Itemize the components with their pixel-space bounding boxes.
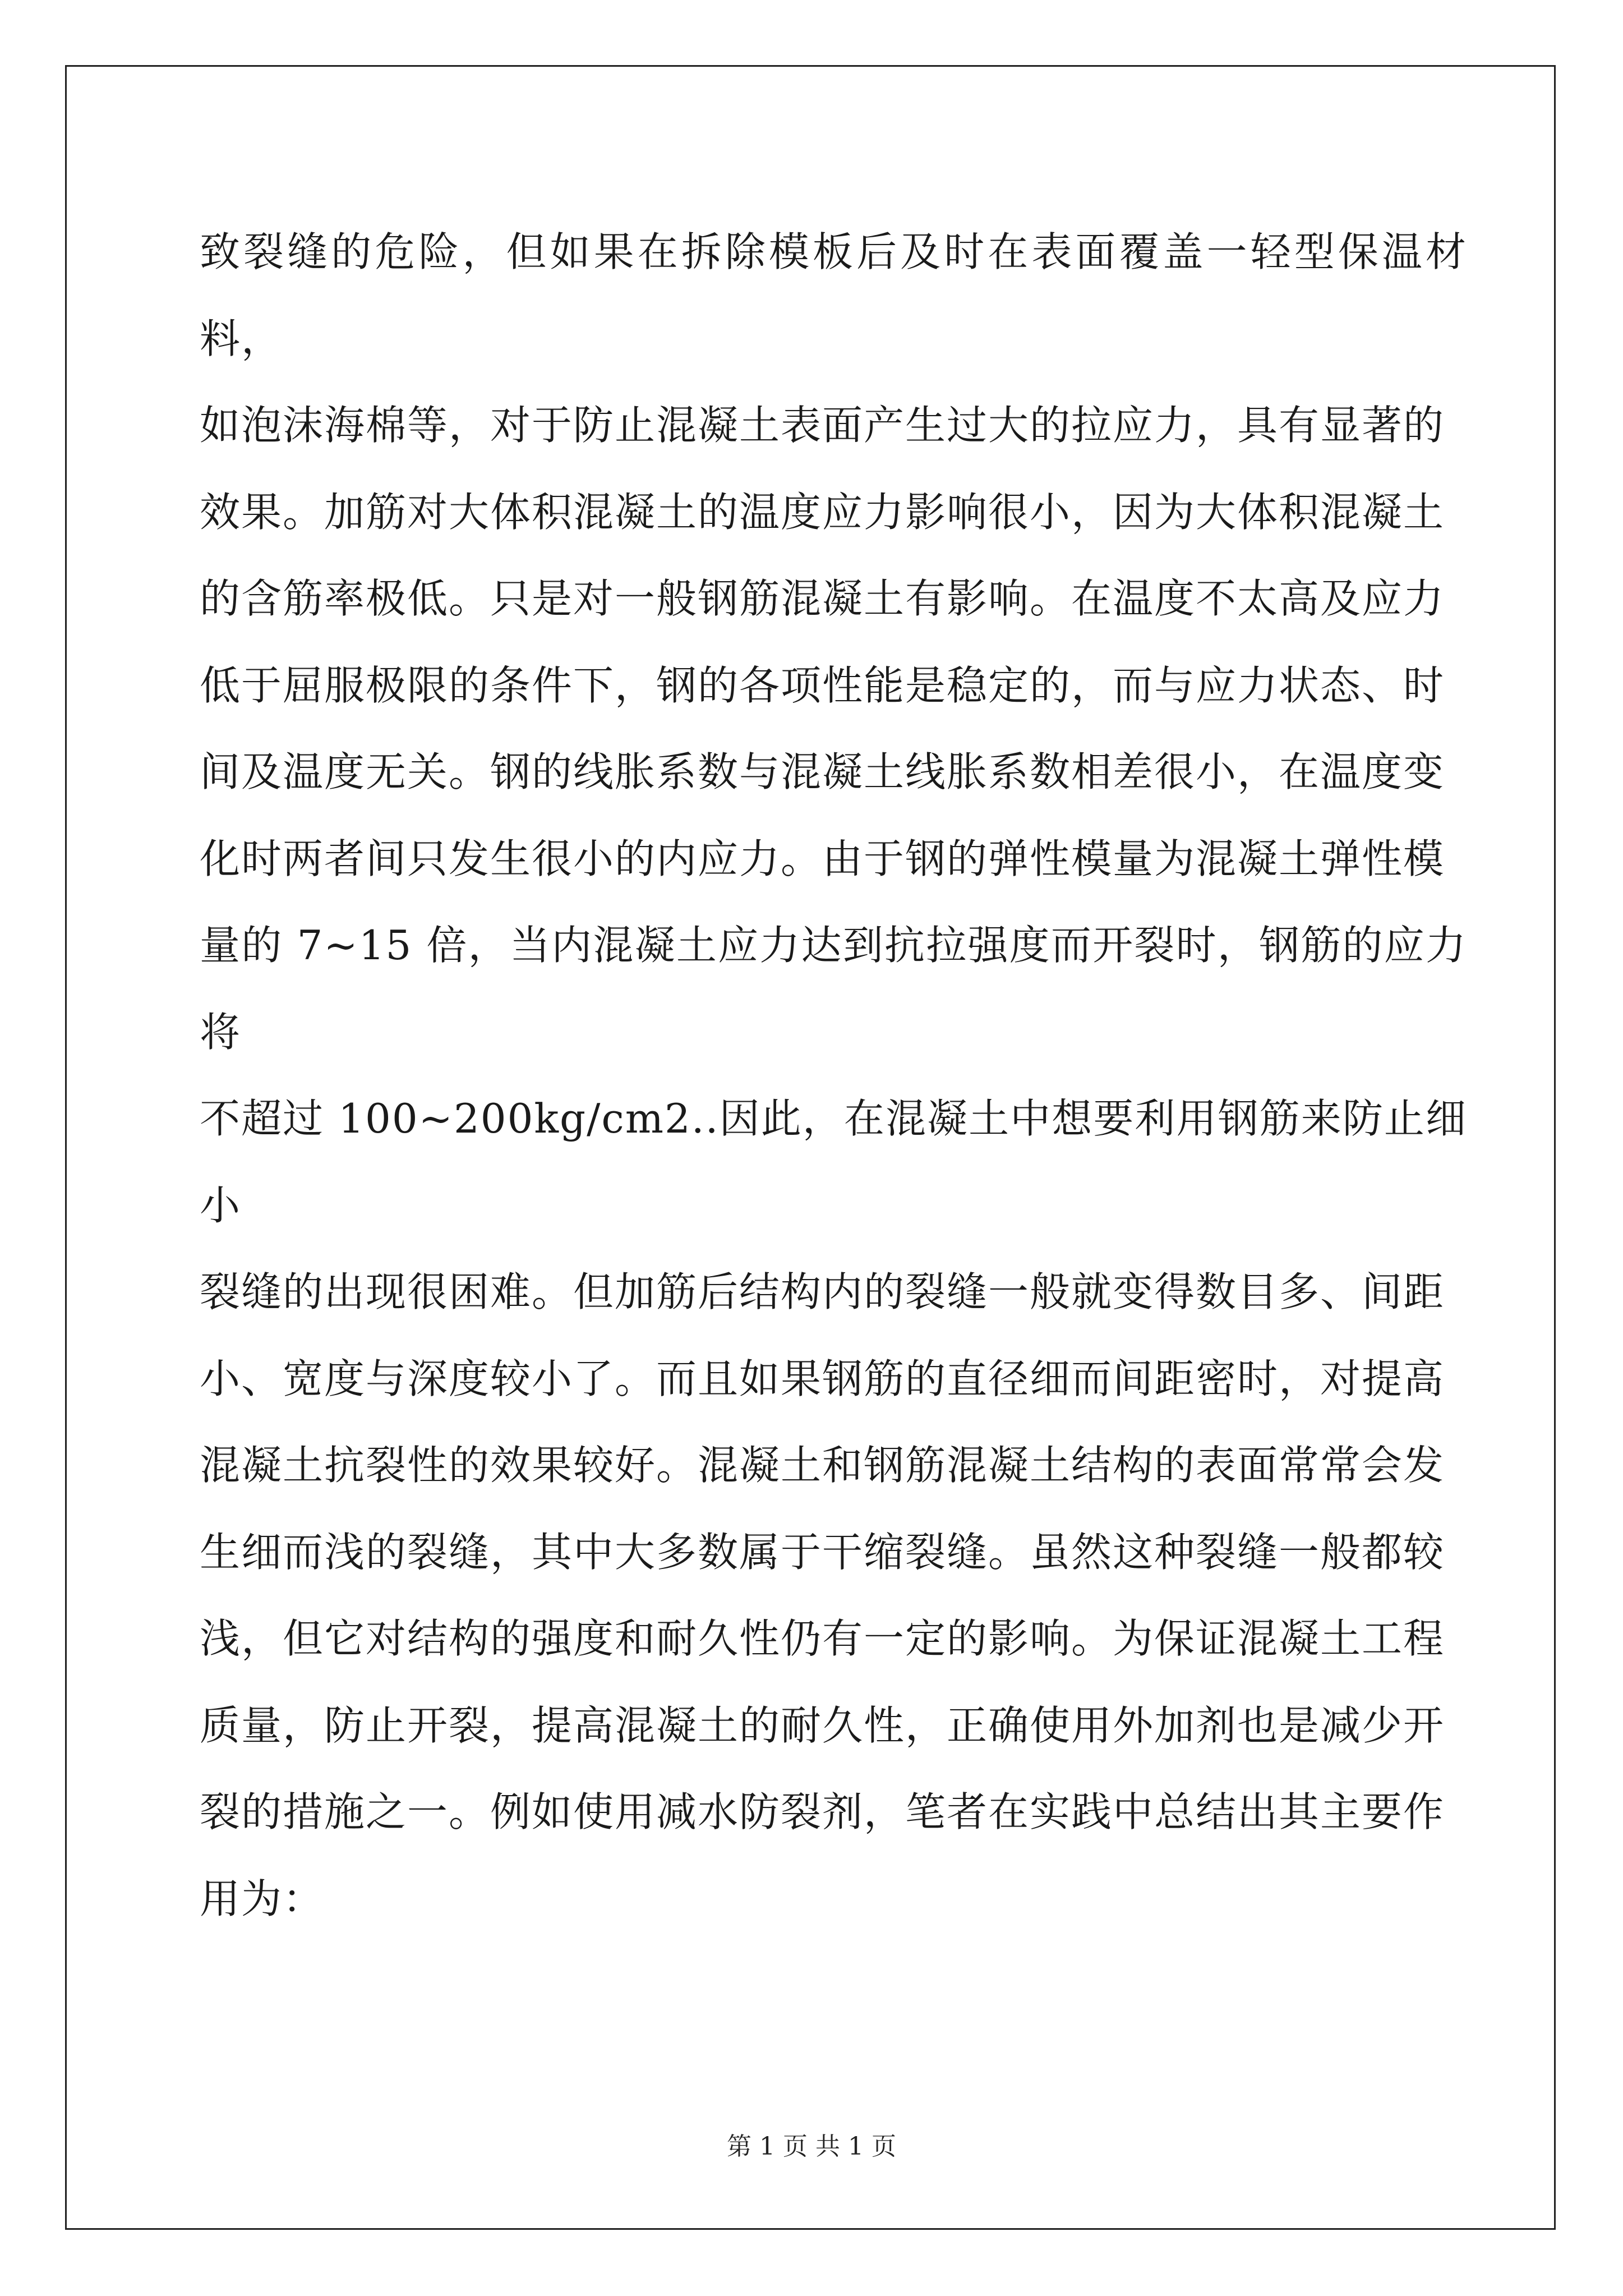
body-paragraph: 致裂缝的危险，但如果在拆除模板后及时在表面覆盖一轻型保温材料， 如泡沫海棉等，对于防止混凝土表面产生过大的拉应力，具有显著的 效果。加筋对大体积混凝土的温度应力影响很小，因为大体积混凝土 的含筋率极低。只是对一般钢筋混凝土有影响。在温度不太高及应力 低于屈服极限的条件下，钢的各项性能是稳定的，而与应力状态、时 间及温度无关。钢的线胀系数与混凝土线胀系数相差很小，在温度变 化时两者间只发生很小的内应力。由于钢的弹性模量为混凝土弹性模 量的 7~15 倍，当内混凝土应力达到抗拉强度而开裂时，钢筋的应力将 不超过 100~200kg/cm2..因此，在混凝土中想要利用钢筋来防止细小 裂缝的出现很困难。但加筋后结构内的裂缝一般就变得数目多、间距 小、宽度与深度较小了。而且如果钢筋的直径细而间距密时，对提高 混凝土抗裂性的效果较好。混凝土和钢筋混凝土结构的表面常常会发 生细而浅的裂缝，其中大多数属于干缩裂缝。虽然这种裂缝一般都较 浅，但它对结构的强度和耐久性仍有一定的影响。为保证混凝土工程 质量，防止开裂，提高混凝土的耐久性，正确使用外加剂也是减少开 裂的措施之一。例如使用减水防裂剂，笔者在实践中总结出其主要作 用为： — [200, 228, 1467, 1922]
page-footer: 第 1 页 共 1 页 — [727, 2132, 896, 2161]
